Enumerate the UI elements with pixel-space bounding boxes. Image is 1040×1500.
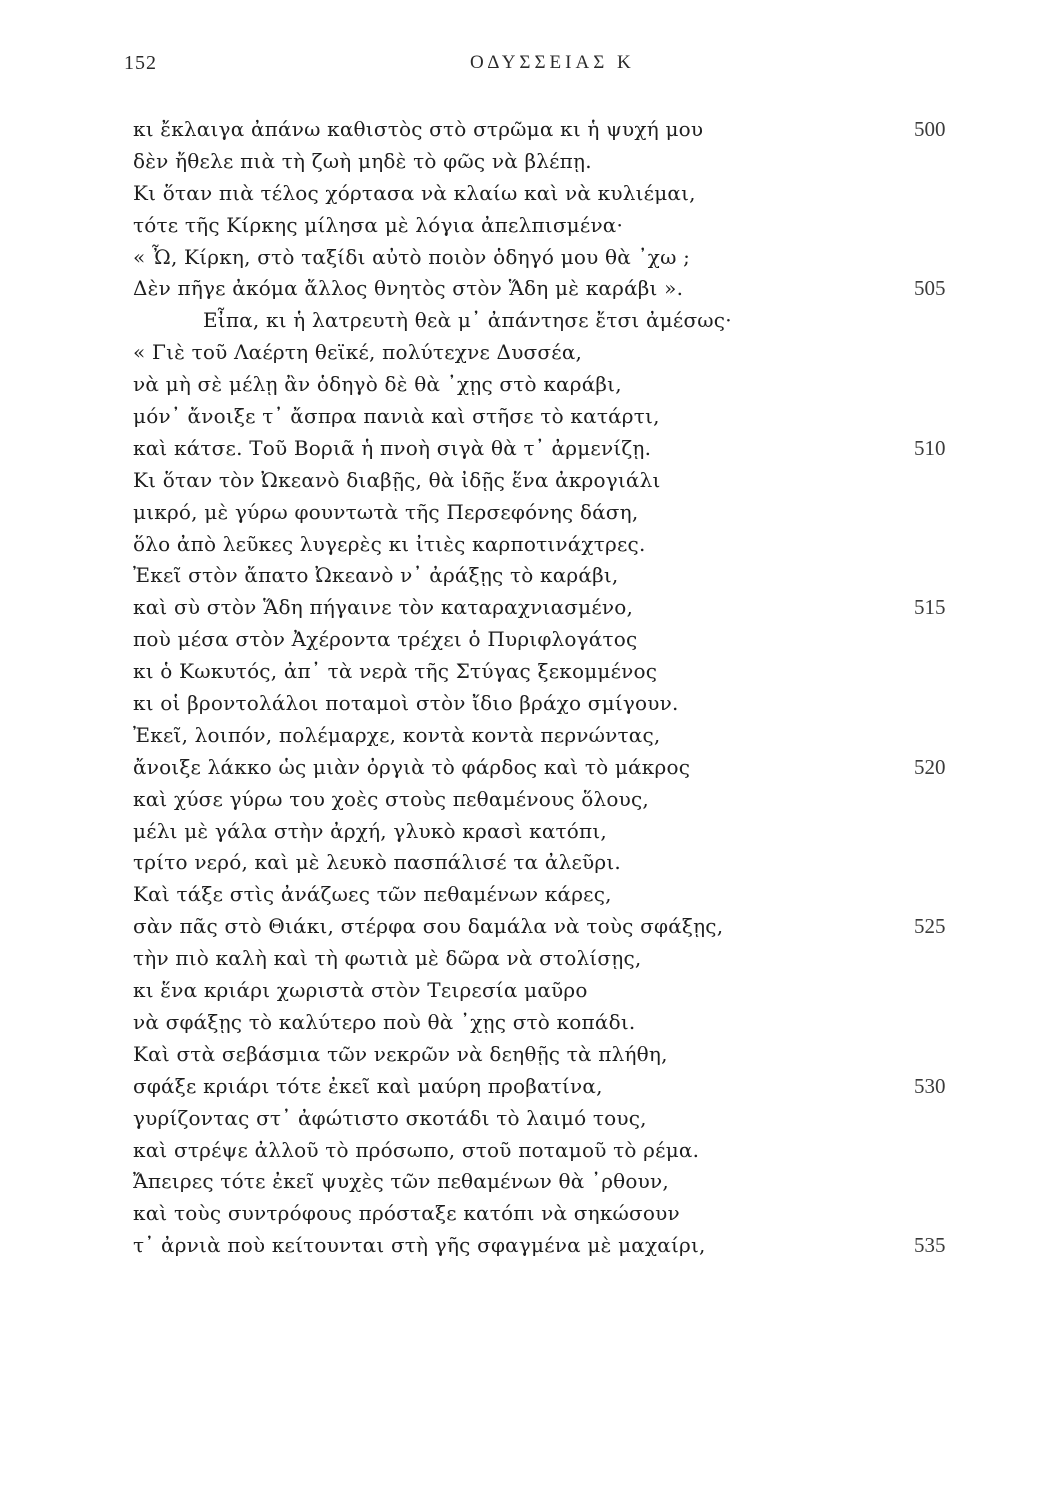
verse-line	[0, 368, 1040, 400]
verse-text: μόν᾽ ἄνοιξε τ᾽ ἄσπρα πανιὰ καὶ στῆσε τὸ κατάρτι,	[133, 404, 660, 429]
verse-text: σὰν πᾶς στὸ Θιάκι, στέρφα σου δαμάλα νὰ τοὺς σφάξῃς,	[133, 914, 724, 939]
verse-text: νὰ μὴ σὲ μέλῃ ἂν ὁδηγὸ δὲ θὰ ᾽χῃς στὸ καράβι,	[133, 372, 622, 397]
verse-line	[0, 846, 1040, 878]
verse-text: καὶ σὺ στὸν Ἅδη πήγαινε τὸν καταραχνιασμένο,	[133, 595, 634, 620]
verse-text: μέλι μὲ γάλα στὴν ἀρχή, γλυκὸ κρασὶ κατόπι,	[133, 818, 607, 843]
verse-line	[0, 336, 1040, 368]
verse-line	[0, 1229, 1040, 1261]
verse-text: Ἄπειρες τότε ἐκεῖ ψυχὲς τῶν πεθαμένων θὰ ᾽ρθουν,	[133, 1169, 669, 1194]
verse-text: Εἶπα, κι ἡ λατρευτὴ θεὰ μ᾽ ἀπάντησε ἔτσι ἀμέσως·	[203, 308, 732, 333]
verse-text: ὅλο ἀπὸ λεῦκες λυγερὲς κι ἰτιὲς καρποτινάχτρες.	[133, 531, 646, 556]
verse-line	[0, 878, 1040, 910]
verse-text: « Γιὲ τοῦ Λαέρτη θεϊκέ, πολύτεχνε Δυσσέα,	[133, 340, 583, 365]
verse-line	[0, 464, 1040, 496]
verse-text: Καὶ στὰ σεβάσμια τῶν νεκρῶν νὰ δεηθῇς τὰ πλήθη,	[133, 1041, 668, 1066]
verse-text: Δὲν πῆγε ἀκόμα ἄλλος θνητὸς στὸν Ἅδη μὲ καράβι ».	[133, 276, 684, 301]
line-number: 515	[914, 595, 946, 620]
verse-text: καὶ κάτσε. Τοῦ Βοριᾶ ἡ πνοὴ σιγὰ θὰ τ᾽ ἀρμενίζῃ.	[133, 435, 652, 460]
verse-text: Ἐκεῖ στὸν ἄπατο Ὠκεανὸ ν᾽ ἀράξῃς τὸ καράβι,	[133, 563, 619, 588]
verse-line	[0, 1197, 1040, 1229]
verse-line	[0, 241, 1040, 273]
verse-block	[0, 113, 1040, 1261]
verse-line	[0, 687, 1040, 719]
verse-line	[0, 559, 1040, 591]
line-number: 525	[914, 914, 946, 939]
verse-line	[0, 623, 1040, 655]
verse-text: κι ἕνα κριάρι χωριστὰ στὸν Τειρεσία μαῦρο	[133, 978, 588, 1003]
verse-text: Ἐκεῖ, λοιπόν, πολέμαρχε, κοντὰ κοντὰ περνώντας,	[133, 722, 661, 747]
verse-line	[0, 145, 1040, 177]
verse-text: τρίτο νερό, καὶ μὲ λευκὸ πασπάλισέ τα ἀλεῦρι.	[133, 850, 621, 875]
verse-line	[0, 1165, 1040, 1197]
verse-line	[0, 655, 1040, 687]
verse-text: σφάξε κριάρι τότε ἐκεῖ καὶ μαύρη προβατίνα,	[133, 1073, 603, 1098]
verse-text: Καὶ τάξε στὶς ἀνάζωες τῶν πεθαμένων κάρες,	[133, 882, 612, 907]
verse-line	[0, 113, 1040, 145]
verse-line	[0, 1070, 1040, 1102]
verse-line	[0, 719, 1040, 751]
verse-text: μικρό, μὲ γύρω φουντωτὰ τῆς Περσεφόνης δάση,	[133, 499, 639, 524]
page-number: 152	[124, 52, 157, 74]
verse-text: δὲν ἤθελε πιὰ τὴ ζωὴ μηδὲ τὸ φῶς νὰ βλέπῃ.	[133, 148, 592, 173]
page-header	[0, 52, 1040, 82]
verse-line	[0, 1006, 1040, 1038]
verse-line	[0, 1102, 1040, 1134]
verse-text: καὶ τοὺς συντρόφους πρόσταξε κατόπι νὰ σηκώσουν	[133, 1201, 680, 1226]
verse-text: κι ὁ Κωκυτός, ἀπ᾽ τὰ νερὰ τῆς Στύγας ξεκομμένος	[133, 659, 658, 684]
verse-line	[0, 177, 1040, 209]
verse-text: « Ὦ, Κίρκη, στὸ ταξίδι αὐτὸ ποιὸν ὁδηγό μου θὰ ᾽χω ;	[133, 244, 691, 269]
verse-text: ποὺ μέσα στὸν Ἀχέροντα τρέχει ὁ Πυριφλογάτος	[133, 627, 638, 652]
verse-line	[0, 942, 1040, 974]
verse-line	[0, 974, 1040, 1006]
verse-line	[0, 496, 1040, 528]
verse-line	[0, 304, 1040, 336]
verse-text: νὰ σφάξῃς τὸ καλύτερο ποὺ θὰ ᾽χῃς στὸ κοπάδι.	[133, 1009, 636, 1034]
verse-line	[0, 751, 1040, 783]
verse-text: καὶ στρέψε ἀλλοῦ τὸ πρόσωπο, στοῦ ποταμοῦ τὸ ρέμα.	[133, 1137, 700, 1162]
verse-text: τότε τῆς Κίρκης μίλησα μὲ λόγια ἀπελπισμένα·	[133, 212, 624, 237]
verse-line	[0, 1038, 1040, 1070]
verse-line	[0, 432, 1040, 464]
line-number: 530	[914, 1073, 946, 1098]
line-number: 510	[914, 435, 946, 460]
verse-text: κι οἱ βροντολάλοι ποταμοὶ στὸν ἴδιο βράχο σμίγουν.	[133, 691, 679, 716]
verse-text: ἄνοιξε λάκκο ὡς μιὰν ὀργιὰ τὸ φάρδος καὶ τὸ μάκρος	[133, 754, 691, 779]
verse-line	[0, 591, 1040, 623]
verse-text: τ᾽ ἀρνιὰ ποὺ κείτουνται στὴ γῆς σφαγμένα μὲ μαχαίρι,	[133, 1233, 706, 1258]
verse-line	[0, 910, 1040, 942]
verse-line	[0, 1134, 1040, 1166]
verse-text: τὴν πιὸ καλὴ καὶ τὴ φωτιὰ μὲ δῶρα νὰ στολίσῃς,	[133, 946, 642, 971]
line-number: 505	[914, 276, 946, 301]
verse-line	[0, 783, 1040, 815]
line-number: 500	[914, 117, 946, 141]
verse-line	[0, 815, 1040, 847]
line-number: 520	[914, 754, 946, 779]
verse-line	[0, 209, 1040, 241]
line-number: 535	[914, 1233, 946, 1258]
verse-text: Κι ὅταν πιὰ τέλος χόρτασα νὰ κλαίω καὶ νὰ κυλιέμαι,	[133, 180, 696, 205]
running-head: ΟΔΥΣΣΕΙΑΣ Κ	[470, 52, 635, 73]
verse-text: γυρίζοντας στ᾽ ἀφώτιστο σκοτάδι τὸ λαιμό τους,	[133, 1105, 647, 1130]
verse-line	[0, 272, 1040, 304]
verse-line	[0, 528, 1040, 560]
verse-text: καὶ χύσε γύρω του χοὲς στοὺς πεθαμένους ὅλους,	[133, 786, 649, 811]
verse-text: κι ἔκλαιγα ἀπάνω καθιστὸς στὸ στρῶμα κι ἡ ψυχή μου	[133, 117, 704, 141]
verse-line	[0, 400, 1040, 432]
verse-text: Κι ὅταν τὸν Ὠκεανὸ διαβῇς, θὰ ἰδῇς ἕνα ἀκρογιάλι	[133, 467, 661, 492]
